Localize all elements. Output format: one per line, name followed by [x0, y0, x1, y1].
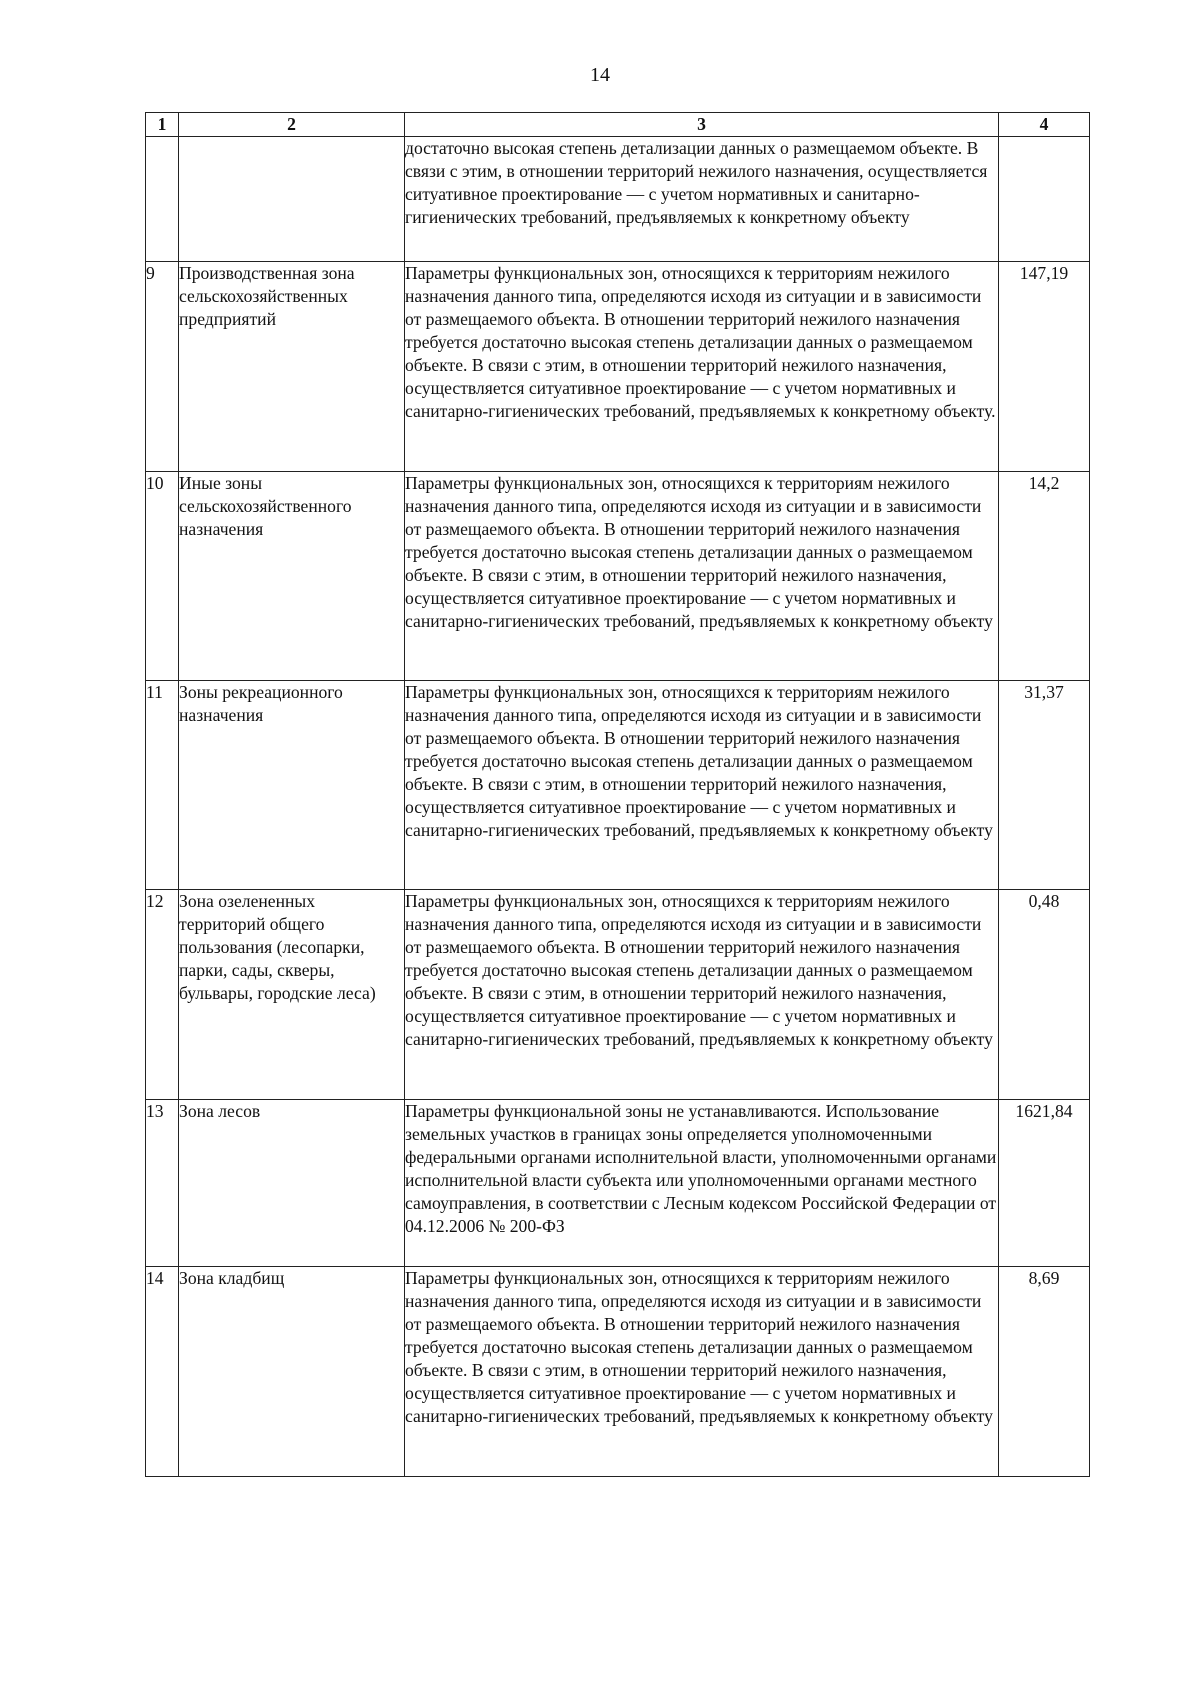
zone-parameters: Параметры функциональных зон, относящихся к территориям нежилого назначения данного типа, определяются исходя из ситуации и в зависимости от размещаемого объекта. В отношении территорий нежилого назначения требуется достаточно высокая степень детализации данных о размещаемом объекте. В связи с этим, в отношении территорий нежилого назначения, осуществляется ситуативное проектирование — с учетом нормативных и санитарно-гигиенических требований, предъявляемых к конкретному объекту: [405, 472, 999, 681]
zone-parameters: Параметры функциональных зон, относящихся к территориям нежилого назначения данного типа, определяются исходя из ситуации и в зависимости от размещаемого объекта. В отношении территорий нежилого назначения требуется достаточно высокая степень детализации данных о размещаемом объекте. В связи с этим, в отношении территорий нежилого назначения, осуществляется ситуативное проектирование — с учетом нормативных и санитарно-гигиенических требований, предъявляемых к конкретному объекту: [405, 890, 999, 1100]
column-header-zone-name: 2: [179, 113, 405, 137]
zone-name: Зона кладбищ: [179, 1267, 405, 1477]
table-row: [146, 262, 1090, 472]
zone-parameters: Параметры функциональных зон, относящихся к территориям нежилого назначения данного типа, определяются исходя из ситуации и в зависимости от размещаемого объекта. В отношении территорий нежилого назначения требуется достаточно высокая степень детализации данных о размещаемом объекте. В связи с этим, в отношении территорий нежилого назначения, осуществляется ситуативное проектирование — с учетом нормативных и санитарно-гигиенических требований, предъявляемых к конкретному объекту.: [405, 262, 999, 472]
zone-name: Зоны рекреационного назначения: [179, 681, 405, 890]
column-header-number: 1: [146, 113, 179, 137]
zone-parameters: Параметры функциональных зон, относящихся к территориям нежилого назначения данного типа, определяются исходя из ситуации и в зависимости от размещаемого объекта. В отношении территорий нежилого назначения требуется достаточно высокая степень детализации данных о размещаемом объекте. В связи с этим, в отношении территорий нежилого назначения, осуществляется ситуативное проектирование — с учетом нормативных и санитарно-гигиенических требований, предъявляемых к конкретному объекту: [405, 681, 999, 890]
zone-area: 1621,84: [999, 1100, 1090, 1267]
table-row: [146, 681, 1090, 890]
zone-parameters: Параметры функциональных зон, относящихся к территориям нежилого назначения данного типа, определяются исходя из ситуации и в зависимости от размещаемого объекта. В отношении территорий нежилого назначения требуется достаточно высокая степень детализации данных о размещаемом объекте. В связи с этим, в отношении территорий нежилого назначения, осуществляется ситуативное проектирование — с учетом нормативных и санитарно-гигиенических требований, предъявляемых к конкретному объекту: [405, 1267, 999, 1477]
zone-name: Производственная зона сельскохозяйственных предприятий: [179, 262, 405, 472]
table-row: [146, 890, 1090, 1100]
table-header-row: [146, 113, 1090, 137]
column-header-parameters: 3: [405, 113, 999, 137]
zone-parameters: Параметры функциональной зоны не устанавливаются. Использование земельных участков в границах зоны определяется уполномоченными федеральными органами исполнительной власти, уполномоченными органами исполнительной власти субъекта или уполномоченными органами местного самоуправления, в соответствии с Лесным кодексом Российской Федерации от 04.12.2006 № 200-ФЗ: [405, 1100, 999, 1267]
row-number: 9: [146, 262, 179, 472]
row-number: 13: [146, 1100, 179, 1267]
table-row: [146, 472, 1090, 681]
zone-area: 14,2: [999, 472, 1090, 681]
zone-name: Иные зоны сельскохозяйственного назначения: [179, 472, 405, 681]
zone-area: 31,37: [999, 681, 1090, 890]
zone-name: Зона озелененных территорий общего пользования (лесопарки, парки, сады, скверы, бульвары, городские леса): [179, 890, 405, 1100]
row-number: 10: [146, 472, 179, 681]
column-header-area: 4: [999, 113, 1090, 137]
table-row: [146, 1100, 1090, 1267]
zone-name: Зона лесов: [179, 1100, 405, 1267]
zone-area: 0,48: [999, 890, 1090, 1100]
row-number: 14: [146, 1267, 179, 1477]
row-number: 11: [146, 681, 179, 890]
zone-name: [179, 137, 405, 262]
row-number: [146, 137, 179, 262]
table-row: [146, 137, 1090, 262]
table-row: [146, 1267, 1090, 1477]
zone-area: [999, 137, 1090, 262]
zone-parameters: достаточно высокая степень детализации данных о размещаемом объекте. В связи с этим, в отношении территорий нежилого назначения, осуществляется ситуативное проектирование — с учетом нормативных и санитарно-гигиенических требований, предъявляемых к конкретному объекту: [405, 137, 999, 262]
row-number: 12: [146, 890, 179, 1100]
functional-zones-table: [145, 112, 1090, 1477]
zone-area: 147,19: [999, 262, 1090, 472]
page-number: 14: [590, 64, 610, 86]
zone-area: 8,69: [999, 1267, 1090, 1477]
